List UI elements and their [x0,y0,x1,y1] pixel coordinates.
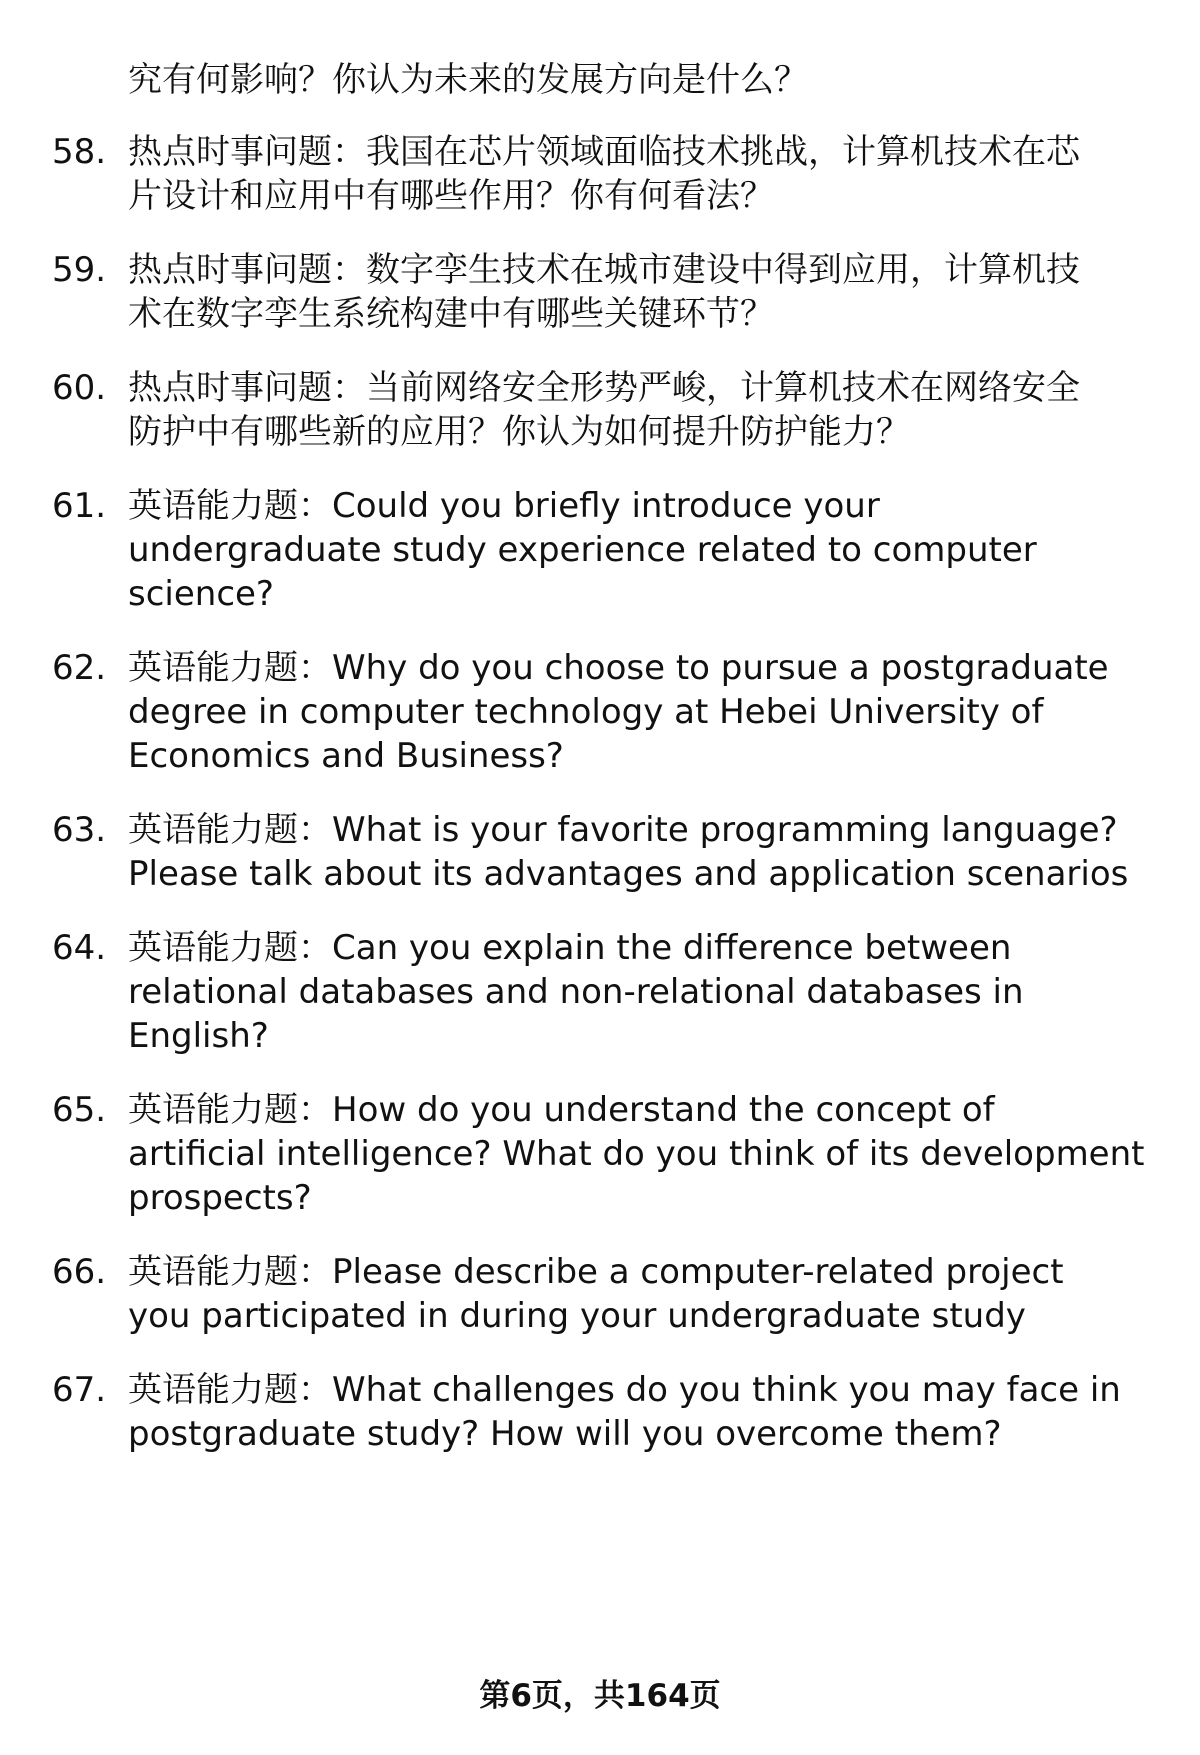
question-64-line-1: 英语能力题：Can you explain the difference between [128,928,1012,968]
question-61-line-1: 英语能力题：Could you briefly introduce your [128,486,880,526]
question-number-62: 62. [52,648,107,688]
question-64-line-3: English? [128,1016,269,1056]
question-62-line-3: Economics and Business? [128,736,564,776]
page-footer: 第6页，共164页 [479,1678,721,1714]
question-61-line-3: science? [128,574,274,614]
continuation-text: 究有何影响？你认为未来的发展方向是什么？ [128,60,808,100]
question-60-line-1: 热点时事问题：当前网络安全形势严峻，计算机技术在网络安全 [128,368,1080,408]
question-60-line-2: 防护中有哪些新的应用？你认为如何提升防护能力？ [128,412,910,452]
question-65-line-3: prospects? [128,1178,312,1218]
question-59-line-1: 热点时事问题：数字孪生技术在城市建设中得到应用，计算机技 [128,250,1080,290]
question-number-58: 58. [52,132,107,172]
question-62-line-2: degree in computer technology at Hebei University of [128,692,1044,732]
question-65-line-2: artificial intelligence? What do you think of its development [128,1134,1145,1174]
question-62-line-1: 英语能力题：Why do you choose to pursue a postgraduate [128,648,1109,688]
question-65-line-1: 英语能力题：How do you understand the concept of [128,1090,995,1130]
question-67-line-1: 英语能力题：What challenges do you think you may face in [128,1370,1121,1410]
question-number-61: 61. [52,486,107,526]
question-63-line-1: 英语能力题：What is your favorite programming language? [128,810,1118,850]
question-number-59: 59. [52,250,107,290]
question-66-line-1: 英语能力题：Please describe a computer-related project [128,1252,1064,1292]
question-67-line-2: postgraduate study? How will you overcome them? [128,1414,1002,1454]
question-66-line-2: you participated in during your undergraduate study [128,1296,1026,1336]
question-58-line-1: 热点时事问题：我国在芯片领域面临技术挑战，计算机技术在芯 [128,132,1080,172]
question-number-66: 66. [52,1252,107,1292]
question-number-65: 65. [52,1090,107,1130]
question-63-line-2: Please talk about its advantages and application scenarios [128,854,1129,894]
question-number-64: 64. [52,928,107,968]
question-59-line-2: 术在数字孪生系统构建中有哪些关键环节？ [128,294,774,334]
question-number-60: 60. [52,368,107,408]
question-58-line-2: 片设计和应用中有哪些作用？你有何看法？ [128,176,774,216]
question-number-63: 63. [52,810,107,850]
question-61-line-2: undergraduate study experience related to computer [128,530,1037,570]
question-number-67: 67. [52,1370,107,1410]
question-64-line-2: relational databases and non-relational databases in [128,972,1024,1012]
